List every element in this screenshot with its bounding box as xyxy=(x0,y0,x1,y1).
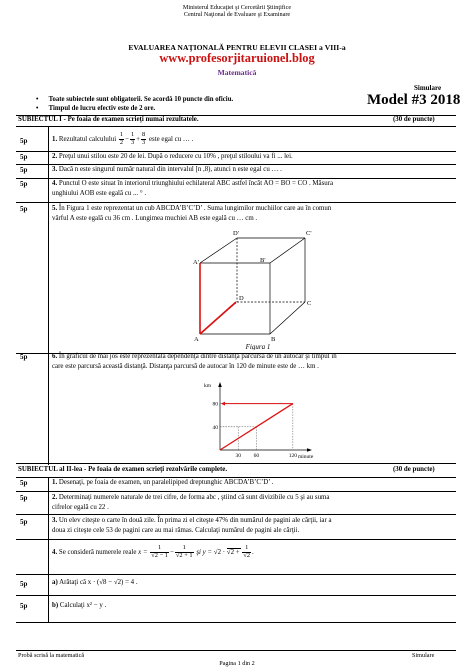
question-4: 4. Punctul O este situat în interiorul triunghiului echilateral ABC astfel încât AO = BO = CO . Măsura unghiului AOB este egală cu ... ° . xyxy=(52,180,334,197)
y-tick-label: 40 xyxy=(212,424,218,431)
simulation-label: Simulare xyxy=(414,84,442,92)
question-ii-4a: a) Arătaţi că x · (√8 − √2) = 4 . xyxy=(52,579,138,586)
question-ii-1: 1. Desenaţi, pe foaia de examen, un paralelipiped dreptunghic ABCDA’B’C’D’ . xyxy=(52,479,274,486)
ministry-line: Ministerul Educaţiei şi Cercetării Ştiinţifice xyxy=(182,4,292,11)
vertex-label: B xyxy=(271,336,276,343)
fraction: $\frac{1}{2}$ xyxy=(119,131,124,146)
distance-time-chart xyxy=(190,378,330,460)
instruction-item: • Toate subiectele sunt obligatorii. Se acordă 10 puncte din oficiu. xyxy=(36,96,234,103)
model-title: Model #3 2018 xyxy=(367,92,461,108)
question-points: 5p xyxy=(20,166,28,174)
question-1: 1. Rezultatul calculului $\frac{1}{2}$ − $\frac{1}{3}$ + $\frac{8}{3}$ este egal cu … . xyxy=(52,131,194,146)
section1-points: (30 de puncte) xyxy=(393,116,435,123)
question-5: 5. În Figura 1 este reprezentat un cub ABCDA’B’C’D’ . Suma lungimilor muchiilor care au în comun vârful A este egală cu 36 cm . Lungimea muchiei AB este egală cu … cm . xyxy=(52,205,332,222)
figure-caption: Figura 1 xyxy=(245,343,271,350)
question-points: 5p xyxy=(20,205,28,213)
question-3: 3. Dacă n este singurul număr natural din intervalul [n ,8), atunci n este egal cu … . xyxy=(52,166,282,173)
vertex-label: C xyxy=(307,300,312,307)
website-link[interactable]: www.profesorjitaruionel.blog xyxy=(159,51,315,65)
vertex-label: B' xyxy=(260,257,266,264)
fraction: $\frac{1}{3}$ xyxy=(130,131,135,146)
x-axis-label: minute xyxy=(298,454,314,460)
y-tick-label: 80 xyxy=(212,401,218,408)
x-tick-label: 120 xyxy=(288,453,297,459)
cube-figure xyxy=(180,226,320,350)
center-line: Centrul Naţional de Evaluare şi Examinare xyxy=(183,11,291,18)
x-tick-label: 60 xyxy=(253,453,260,459)
y-axis-arrow-icon xyxy=(218,382,222,387)
bullet-icon: • xyxy=(36,96,49,103)
instruction-item: • Timpul de lucru efectiv este de 2 ore. xyxy=(36,105,156,112)
question-points: 5p xyxy=(20,518,28,526)
divider xyxy=(16,595,456,596)
bullet-icon: • xyxy=(36,105,49,112)
question-ii-4: 4. Se consideră numerele reale x = $\frac{1}{√2 - 1}$ − $\frac{1}{√2 + 1}$ şi y = √2 · √2 + $\frac{1}{√2}$ . xyxy=(52,544,254,559)
x-tick-label: 30 xyxy=(235,453,241,459)
footer-divider xyxy=(16,650,456,651)
divider xyxy=(16,539,456,540)
points-column-divider xyxy=(48,477,49,623)
subject-title: Matematică xyxy=(217,68,257,77)
question-points: 5p xyxy=(20,602,28,610)
cube-edge xyxy=(200,238,237,263)
section2-points: (30 de puncte) xyxy=(393,466,435,473)
question-points: 5p xyxy=(20,180,28,188)
question-ii-4b: b) Calculaţi x² − y . xyxy=(52,602,107,609)
highlighted-edge xyxy=(200,302,236,334)
question-points: 5p xyxy=(20,479,28,487)
divider xyxy=(16,126,456,127)
vertex-label: A' xyxy=(193,259,199,266)
highlight-arrow-head-icon xyxy=(221,402,225,406)
vertex-label: C' xyxy=(306,230,312,237)
page-number: Pagina 1 din 2 xyxy=(219,660,255,667)
question-points: 5p xyxy=(20,580,28,588)
divider xyxy=(16,463,456,464)
fraction: $\frac{1}{√2 - 1}$ xyxy=(151,544,168,559)
question-points: 5p xyxy=(20,494,28,502)
question-points: 5p xyxy=(20,137,28,145)
divider xyxy=(16,202,456,203)
points-column-divider xyxy=(48,126,49,465)
exam-title: EVALUAREA NAŢIONALĂ PENTRU ELEVII CLASEI a VIII-a xyxy=(128,43,346,52)
section1-title: SUBIECTUL I - Pe foaia de examen scrieţi numai rezultatele. xyxy=(18,116,199,123)
footer-left: Probă scrisă la matematică xyxy=(18,652,85,659)
cube-edge xyxy=(270,238,305,263)
divider xyxy=(16,491,456,492)
y-axis-label: km xyxy=(204,383,212,389)
fraction: $\frac{1}{√2 + 1}$ xyxy=(175,544,193,559)
vertex-label: A xyxy=(194,336,199,343)
question-ii-2: 2. Determinaţi numerele naturale de trei cifre, de forma abc , ştiind că sunt divizibile cu 5 şi au suma cifrelor egală cu 22 . xyxy=(52,494,330,511)
question-ii-3: 3. Un elev citeşte o carte în două zile. În prima zi el citeşte 47% din numărul de pagini ale cărţii, iar a doua zi citeşte cele 53 de pagini care au mai rămas. Calculaţi numărul de pagini ale cărţii. xyxy=(52,517,332,534)
question-points: 5p xyxy=(20,353,28,361)
x-axis-arrow-icon xyxy=(307,448,312,452)
question-points: 5p xyxy=(20,153,28,161)
footer-right: Simulare xyxy=(412,652,435,659)
fraction: $\frac{8}{3}$ xyxy=(142,131,146,146)
section2-title: SUBIECTUL al II-lea - Pe foaia de examen scrieţi rezolvările complete. xyxy=(18,466,228,473)
vertex-label: D xyxy=(239,295,244,302)
divider xyxy=(16,574,456,575)
vertex-label: D' xyxy=(233,230,239,237)
question-2: 2. Preţul unui stilou este 20 de lei. După o reducere cu 10% , preţul stiloului va fi ... lei. xyxy=(52,153,293,160)
cube-edge xyxy=(270,302,305,334)
fraction: $\frac{1}{√2}$ xyxy=(243,544,251,559)
question-6: 6. În graficul de mai jos este reprezentată dependenţa dintre distanţa parcursă de un autocar şi timpul în care este parcursă această distanţă. Distanţa parcursă de autocar în 120 de minute este de … km . xyxy=(52,353,337,370)
divider xyxy=(16,514,456,515)
divider xyxy=(16,622,456,623)
